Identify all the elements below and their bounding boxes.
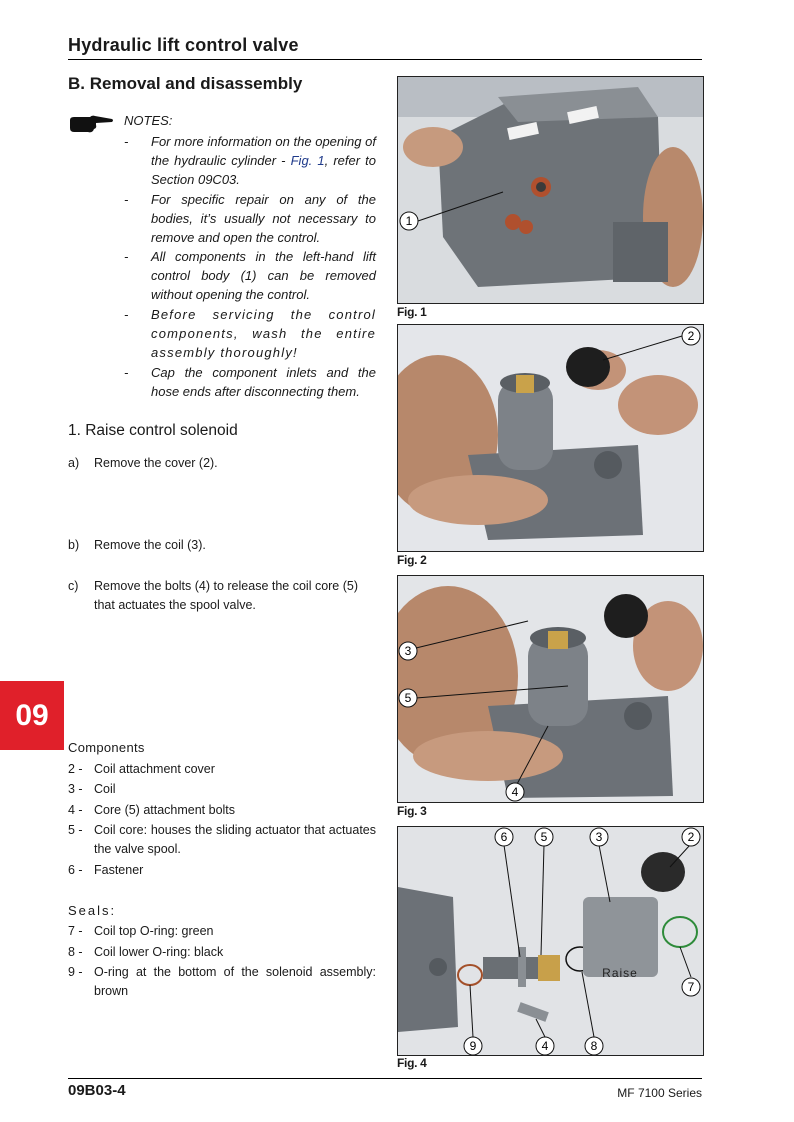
seals-heading: Seals: bbox=[68, 903, 117, 918]
pointing-hand-icon bbox=[68, 114, 114, 134]
figure-1-caption: Fig. 1 bbox=[397, 305, 427, 319]
chapter-tab: 09 bbox=[0, 681, 64, 750]
series-name: MF 7100 Series bbox=[617, 1086, 702, 1100]
seal-item: 7 - Coil top O-ring: green bbox=[68, 924, 214, 938]
callout-1: 1 bbox=[405, 214, 413, 228]
callout-7: 7 bbox=[687, 980, 695, 994]
page-code: 09B03-4 bbox=[68, 1082, 126, 1099]
note-item: - For specific repair on any of the bodies, it’s usually not necessary to remove and open the control. bbox=[124, 192, 376, 245]
note-item: - All components in the left-hand lift control body (1) can be removed without opening the control. bbox=[124, 249, 376, 302]
figure-3-caption: Fig. 3 bbox=[397, 804, 427, 818]
page-header-title: Hydraulic lift control valve bbox=[68, 35, 299, 55]
callout-2: 2 bbox=[687, 830, 695, 844]
components-heading: Components bbox=[68, 740, 145, 755]
note-item: - For more information on the opening of the hydraulic cylinder - Fig. 1, refer to Section 09C03. bbox=[124, 134, 376, 187]
section-title: B. Removal and disassembly bbox=[68, 74, 303, 93]
part-label-raise: Raise bbox=[602, 966, 638, 980]
component-item: 5 - Coil core: houses the sliding actuator that actuates the valve spool. bbox=[68, 823, 376, 856]
seal-item: 9 - O-ring at the bottom of the solenoid assembly: brown bbox=[68, 965, 376, 998]
callout-2: 2 bbox=[687, 329, 695, 343]
callout-8: 8 bbox=[590, 1039, 598, 1053]
figure-1-photo bbox=[397, 76, 704, 304]
callout-3: 3 bbox=[595, 830, 603, 844]
fig1-link[interactable]: Fig. 1 bbox=[290, 153, 325, 168]
callout-4: 4 bbox=[541, 1039, 549, 1053]
component-item: 2 - Coil attachment cover bbox=[68, 762, 215, 776]
note-item: - Before servicing the control components, wash the entire assembly thoroughly! bbox=[124, 307, 376, 360]
callout-4: 4 bbox=[511, 785, 519, 799]
callout-5: 5 bbox=[404, 691, 412, 705]
component-item: 3 - Coil bbox=[68, 782, 116, 796]
figure-4-photo bbox=[397, 826, 704, 1056]
figure-4-caption: Fig. 4 bbox=[397, 1056, 427, 1070]
header-rule bbox=[68, 59, 702, 60]
callout-9: 9 bbox=[469, 1039, 477, 1053]
callout-5: 5 bbox=[540, 830, 548, 844]
callout-3: 3 bbox=[404, 644, 412, 658]
seal-item: 8 - Coil lower O-ring: black bbox=[68, 945, 224, 959]
procedure-title: 1. Raise control solenoid bbox=[68, 422, 238, 439]
procedure-step: c) Remove the bolts (4) to release the coil core (5) that actuates the spool valve. bbox=[68, 579, 359, 612]
figure-3-photo bbox=[397, 575, 704, 803]
procedure-step: b) Remove the coil (3). bbox=[68, 538, 206, 552]
procedure-step: a) Remove the cover (2). bbox=[68, 456, 218, 470]
component-item: 4 - Core (5) attachment bolts bbox=[68, 803, 236, 817]
notes-heading: NOTES: bbox=[124, 113, 173, 128]
figure-2-photo bbox=[397, 324, 704, 552]
note-item: - Cap the component inlets and the hose ends after disconnecting them. bbox=[124, 365, 376, 399]
component-item: 6 - Fastener bbox=[68, 863, 144, 877]
footer-rule bbox=[68, 1078, 702, 1079]
callout-6: 6 bbox=[500, 830, 508, 844]
figure-2-caption: Fig. 2 bbox=[397, 553, 427, 567]
